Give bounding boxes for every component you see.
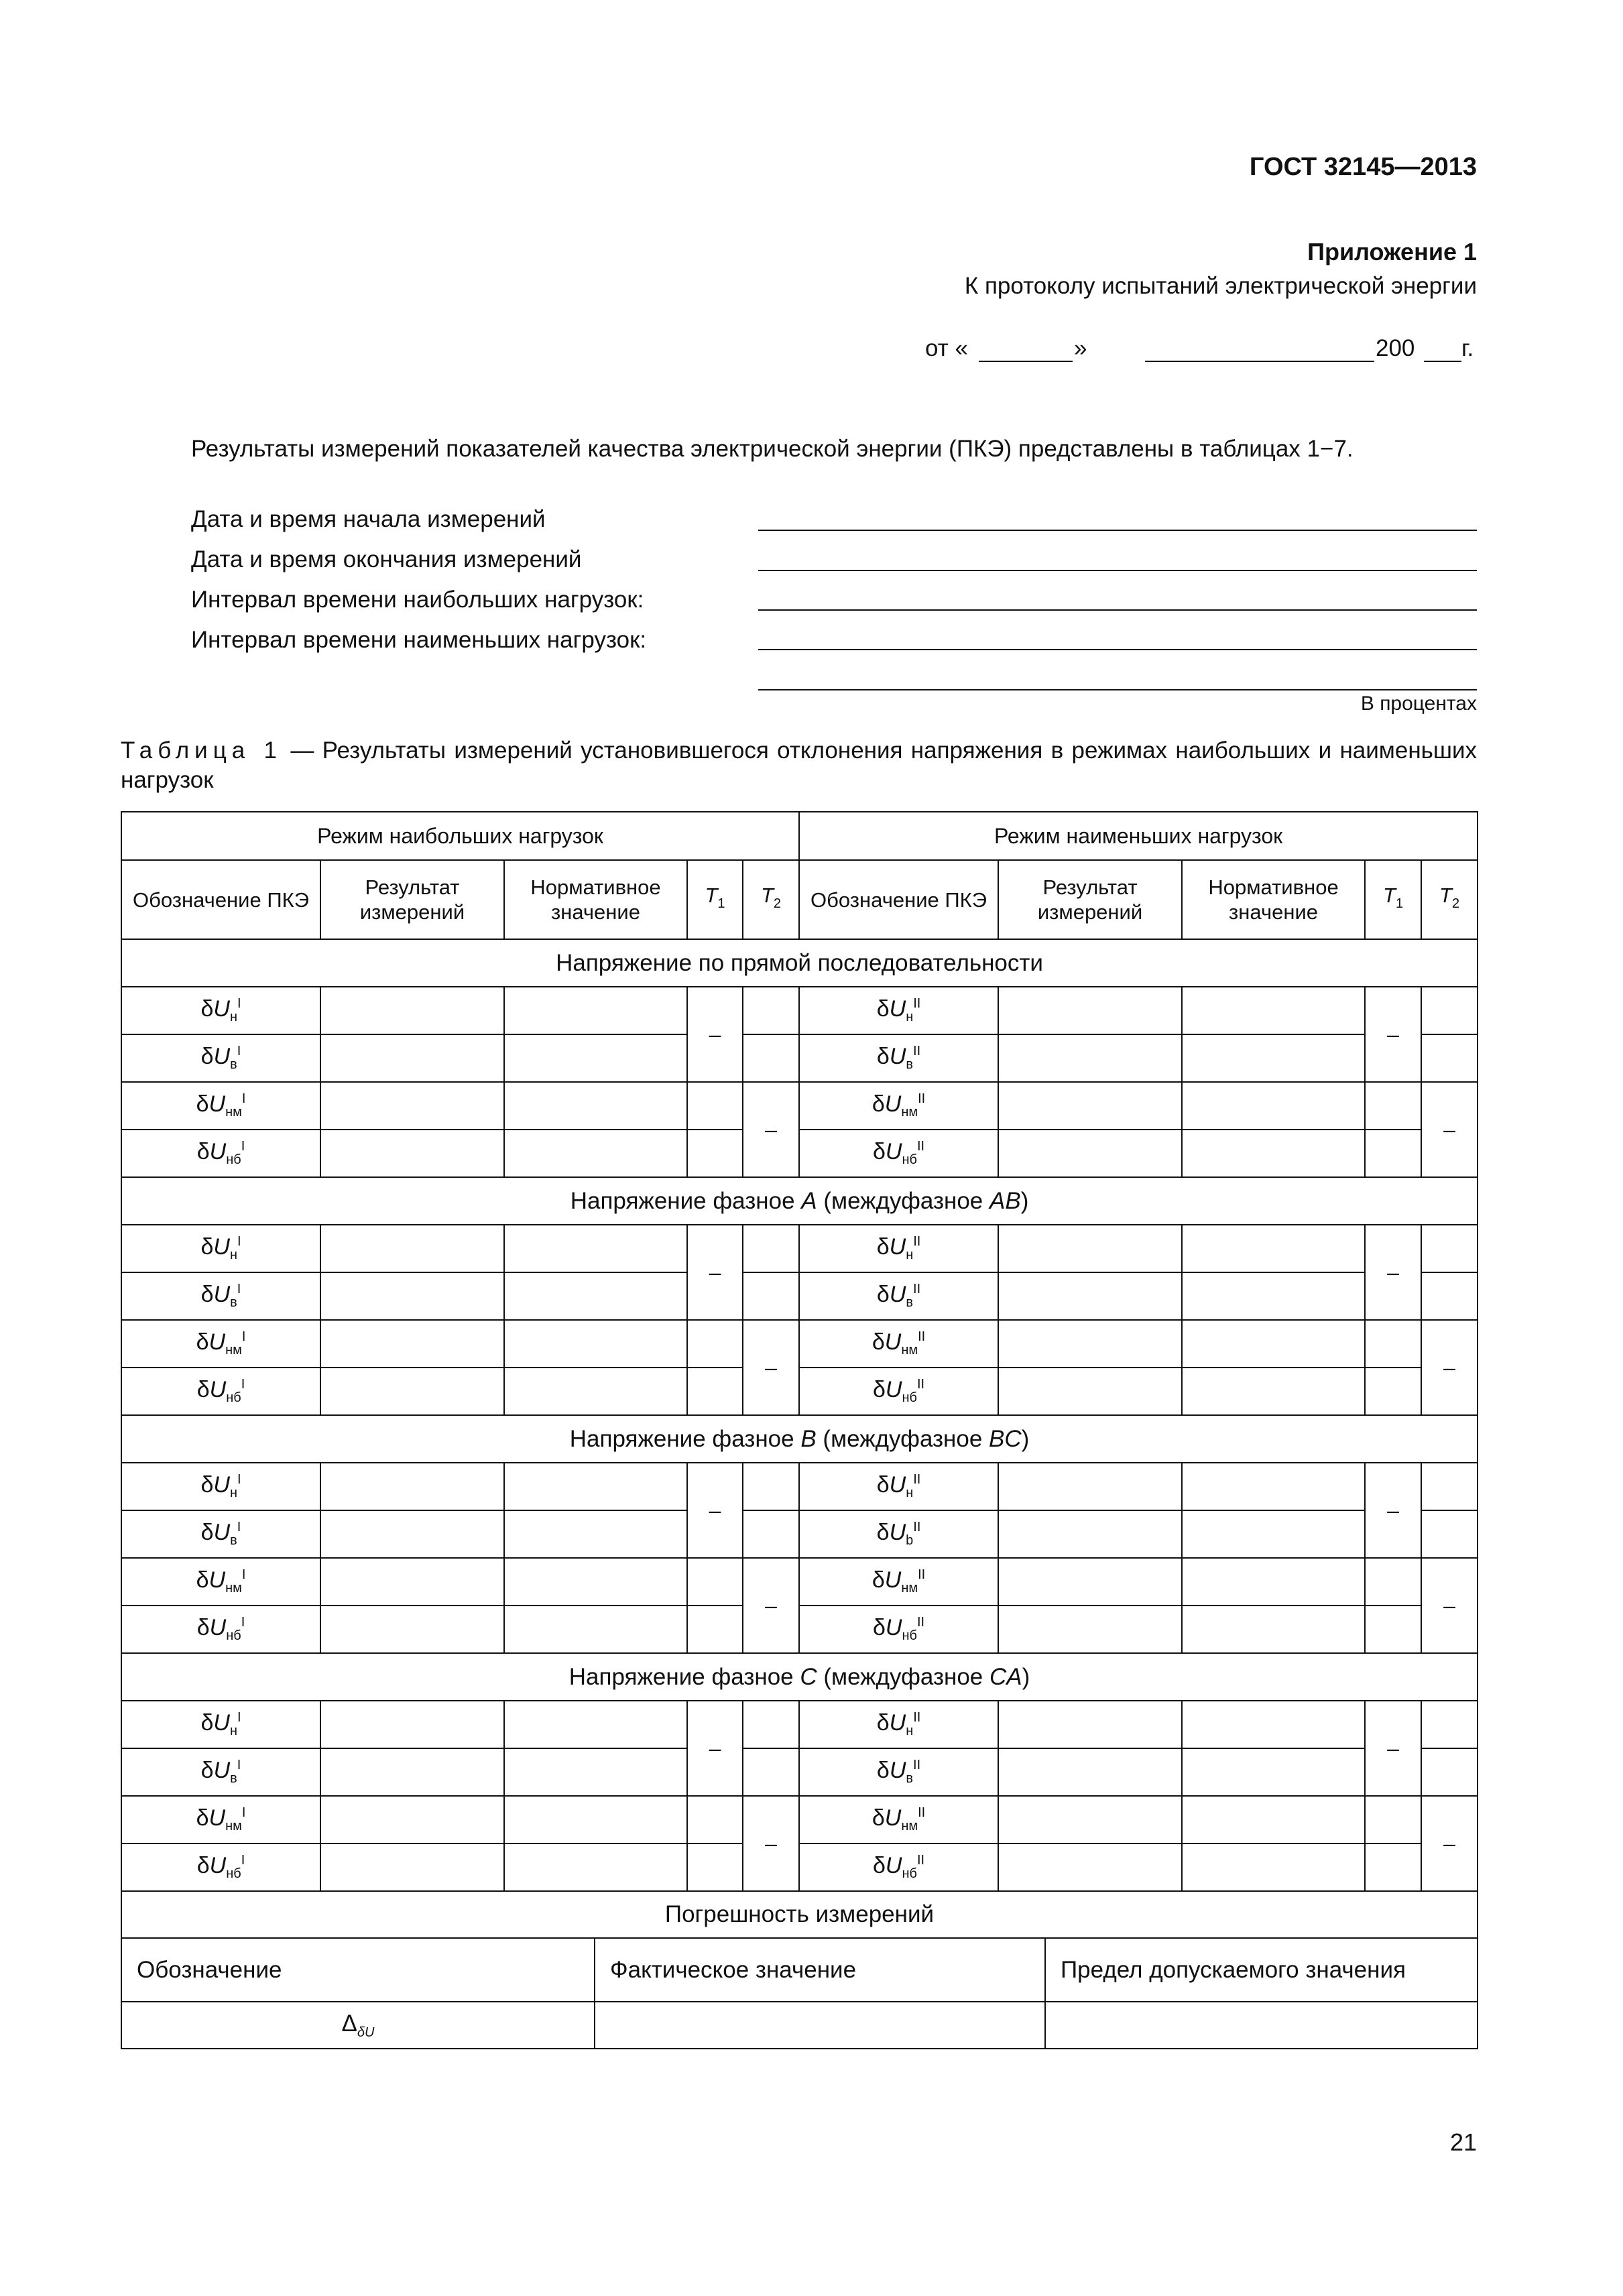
norm-left (504, 1606, 687, 1653)
t2-left (743, 1225, 799, 1272)
result-left (320, 1558, 504, 1606)
error-actual-value (595, 2002, 1045, 2049)
field-line-extra (758, 689, 1477, 690)
result-right (998, 1510, 1182, 1558)
result-left (320, 1701, 504, 1748)
col-t1-peak: $T_1$ (687, 860, 743, 939)
designation-left: $\delta U_{нб}^I$ (121, 1606, 320, 1653)
error-col-designation: Обозначение (121, 1938, 595, 2002)
designation-left: $\delta U_{нб}^I$ (121, 1844, 320, 1891)
t2-left (743, 1510, 799, 1558)
annex-title: Приложение 1 (1307, 238, 1477, 265)
designation-right: $\delta U_{нм}^{II}$ (799, 1320, 998, 1368)
result-right (998, 1606, 1182, 1653)
t1-right (1365, 1558, 1421, 1606)
t2-right (1421, 1701, 1478, 1748)
error-section-title: Погрешность измерений (121, 1891, 1478, 1938)
t2-right (1421, 1510, 1478, 1558)
error-col-limit: Предел допускаемого значения (1045, 1938, 1478, 2002)
result-right (998, 987, 1182, 1034)
t2-right (1421, 987, 1478, 1034)
section-title: Напряжение фазное C (междуфазное CA) (121, 1653, 1478, 1701)
result-left (320, 1796, 504, 1844)
field-label-min-interval: Интервал времени наименьших нагрузок: (191, 627, 647, 653)
result-right (998, 1082, 1182, 1130)
norm-right (1182, 1320, 1365, 1368)
col-t2-min: $T_2$ (1421, 860, 1478, 939)
t1-right-dash: – (1365, 1701, 1421, 1796)
designation-left: $\delta U_в^I$ (121, 1272, 320, 1320)
field-line-start (758, 530, 1477, 531)
result-right (998, 1320, 1182, 1368)
t1-left (687, 1844, 743, 1891)
units-label: В процентах (1360, 692, 1477, 715)
t2-right-dash: – (1421, 1558, 1478, 1653)
norm-right (1182, 1368, 1365, 1415)
page-number: 21 (1449, 2128, 1477, 2156)
t2-left (743, 1463, 799, 1510)
error-col-actual: Фактическое значение (595, 1938, 1045, 2002)
designation-right: $\delta U_н^{II}$ (799, 987, 998, 1034)
designation-left: $\delta U_{нм}^I$ (121, 1558, 320, 1606)
col-t1-min: $T_1$ (1365, 860, 1421, 939)
designation-right: $\delta U_{нм}^{II}$ (799, 1558, 998, 1606)
t2-left (743, 1701, 799, 1748)
t1-right (1365, 1796, 1421, 1844)
table-caption-text: — Результаты измерений установившегося отклонения напряжения в режимах наибольших и наименьших нагрузок (121, 737, 1478, 793)
norm-right (1182, 1606, 1365, 1653)
norm-right (1182, 987, 1365, 1034)
designation-left: $\delta U_в^I$ (121, 1034, 320, 1082)
result-left (320, 1034, 504, 1082)
norm-right (1182, 1082, 1365, 1130)
designation-right: $\delta U_{нб}^{II}$ (799, 1368, 998, 1415)
t1-left (687, 1796, 743, 1844)
error-limit-value (1045, 2002, 1478, 2049)
result-right (998, 1463, 1182, 1510)
result-right (998, 1034, 1182, 1082)
designation-right: $\delta U_н^{II}$ (799, 1225, 998, 1272)
designation-right: $\delta U_н^{II}$ (799, 1701, 998, 1748)
designation-right: $\delta U_н^{II}$ (799, 1463, 998, 1510)
designation-right: $\delta U_{нм}^{II}$ (799, 1082, 998, 1130)
result-left (320, 987, 504, 1034)
t1-left-dash: – (687, 1225, 743, 1320)
table-caption-prefix: Таблица 1 (121, 737, 283, 764)
t2-right-dash: – (1421, 1082, 1478, 1177)
t2-left (743, 987, 799, 1034)
designation-right: $\delta U_{нм}^{II}$ (799, 1796, 998, 1844)
t1-right (1365, 1844, 1421, 1891)
designation-left: $\delta U_в^I$ (121, 1748, 320, 1796)
norm-right (1182, 1034, 1365, 1082)
norm-right (1182, 1844, 1365, 1891)
norm-right (1182, 1558, 1365, 1606)
t1-right-dash: – (1365, 987, 1421, 1082)
col-result-peak: Результат измерений (320, 860, 504, 939)
norm-left (504, 1796, 687, 1844)
result-left (320, 1844, 504, 1891)
section-title: Напряжение фазное A (междуфазное AB) (121, 1177, 1478, 1225)
result-right (998, 1748, 1182, 1796)
t2-right (1421, 1225, 1478, 1272)
norm-left (504, 1701, 687, 1748)
date-year-suffix: г. (1461, 335, 1474, 361)
result-right (998, 1796, 1182, 1844)
document-code: ГОСТ 32145—2013 (1249, 153, 1477, 181)
date-from-label: от « (925, 335, 968, 361)
designation-left: $\delta U_н^I$ (121, 1701, 320, 1748)
designation-left: $\delta U_н^I$ (121, 987, 320, 1034)
t2-right-dash: – (1421, 1320, 1478, 1415)
norm-right (1182, 1225, 1365, 1272)
t1-left (687, 1558, 743, 1606)
norm-left (504, 1748, 687, 1796)
col-designation-min: Обозначение ПКЭ (799, 860, 998, 939)
col-norm-min: Нормативное значение (1182, 860, 1365, 939)
designation-right: $\delta U_в^{II}$ (799, 1034, 998, 1082)
t1-left-dash: – (687, 987, 743, 1082)
norm-right (1182, 1463, 1365, 1510)
designation-right: $\delta U_в^{II}$ (799, 1272, 998, 1320)
norm-left (504, 1272, 687, 1320)
t2-right-dash: – (1421, 1796, 1478, 1891)
t2-left-dash: – (743, 1320, 799, 1415)
norm-left (504, 1082, 687, 1130)
designation-left: $\delta U_{нб}^I$ (121, 1368, 320, 1415)
designation-left: $\delta U_в^I$ (121, 1510, 320, 1558)
result-right (998, 1701, 1182, 1748)
designation-left: $\delta U_{нм}^I$ (121, 1082, 320, 1130)
designation-right: $\delta U_{нб}^{II}$ (799, 1844, 998, 1891)
norm-left (504, 1225, 687, 1272)
result-left (320, 1130, 504, 1177)
deviation-table (121, 811, 1478, 1892)
t1-right-dash: – (1365, 1463, 1421, 1558)
norm-left (504, 1320, 687, 1368)
t2-right (1421, 1463, 1478, 1510)
t1-left-dash: – (687, 1463, 743, 1558)
error-symbol: Δ (341, 2010, 357, 2037)
error-symbol-cell (121, 2002, 595, 2049)
norm-left (504, 1510, 687, 1558)
result-left (320, 1748, 504, 1796)
section-title (121, 939, 1478, 987)
t1-right-dash: – (1365, 1225, 1421, 1320)
date-month-blank (1145, 361, 1374, 362)
date-year-blank (1424, 361, 1461, 362)
col-result-min: Результат измерений (998, 860, 1182, 939)
result-left (320, 1463, 504, 1510)
mode-header-min: Режим наименьших нагрузок (799, 812, 1478, 860)
t1-right (1365, 1368, 1421, 1415)
error-symbol-subscript: δU (357, 2025, 375, 2040)
t2-right (1421, 1034, 1478, 1082)
t1-right (1365, 1606, 1421, 1653)
result-right (998, 1558, 1182, 1606)
table-caption (121, 736, 1477, 795)
norm-left (504, 1463, 687, 1510)
result-right (998, 1272, 1182, 1320)
norm-left (504, 1844, 687, 1891)
date-year-prefix: 200 (1376, 335, 1415, 361)
result-left (320, 1082, 504, 1130)
t1-left-dash: – (687, 1701, 743, 1796)
norm-right (1182, 1796, 1365, 1844)
intro-text: Результаты измерений показателей качества электрической энергии (ПКЭ) представлены в таблицах 1−7. (191, 436, 1354, 462)
field-line-end (758, 570, 1477, 571)
result-right (998, 1844, 1182, 1891)
t2-left (743, 1748, 799, 1796)
result-right (998, 1130, 1182, 1177)
designation-left: $\delta U_н^I$ (121, 1225, 320, 1272)
designation-right: $\delta U_b^{II}$ (799, 1510, 998, 1558)
norm-left (504, 987, 687, 1034)
col-t2-peak: $T_2$ (743, 860, 799, 939)
norm-right (1182, 1272, 1365, 1320)
t1-left (687, 1606, 743, 1653)
t2-left-dash: – (743, 1558, 799, 1653)
t2-left (743, 1034, 799, 1082)
t1-right (1365, 1130, 1421, 1177)
result-right (998, 1225, 1182, 1272)
col-norm-peak: Нормативное значение (504, 860, 687, 939)
t1-left (687, 1368, 743, 1415)
annex-subtitle: К протоколу испытаний электрической энергии (964, 273, 1477, 299)
mode-header-peak: Режим наибольших нагрузок (121, 812, 799, 860)
field-label-start: Дата и время начала измерений (191, 506, 546, 532)
result-left (320, 1510, 504, 1558)
error-table (121, 1890, 1478, 2049)
norm-left (504, 1368, 687, 1415)
norm-left (504, 1558, 687, 1606)
t1-left (687, 1320, 743, 1368)
norm-right (1182, 1748, 1365, 1796)
col-designation-peak: Обозначение ПКЭ (121, 860, 320, 939)
t1-left (687, 1130, 743, 1177)
t2-left (743, 1272, 799, 1320)
result-left (320, 1320, 504, 1368)
designation-right: $\delta U_в^{II}$ (799, 1748, 998, 1796)
field-line-min-interval (758, 649, 1477, 650)
date-day-blank (979, 361, 1073, 362)
t2-right (1421, 1748, 1478, 1796)
protocol-date-line (925, 335, 1477, 365)
t2-left-dash: – (743, 1082, 799, 1177)
designation-left: $\delta U_{нб}^I$ (121, 1130, 320, 1177)
norm-right (1182, 1130, 1365, 1177)
designation-left: $\delta U_н^I$ (121, 1463, 320, 1510)
t1-left (687, 1082, 743, 1130)
result-left (320, 1606, 504, 1653)
norm-left (504, 1034, 687, 1082)
t2-left-dash: – (743, 1796, 799, 1891)
t1-right (1365, 1082, 1421, 1130)
norm-left (504, 1130, 687, 1177)
designation-left: $\delta U_{нм}^I$ (121, 1320, 320, 1368)
t2-right (1421, 1272, 1478, 1320)
designation-right: $\delta U_{нб}^{II}$ (799, 1606, 998, 1653)
result-left (320, 1225, 504, 1272)
norm-right (1182, 1701, 1365, 1748)
field-label-peak-interval: Интервал времени наибольших нагрузок: (191, 587, 644, 613)
result-left (320, 1272, 504, 1320)
norm-right (1182, 1510, 1365, 1558)
date-quote-close: » (1074, 335, 1087, 361)
field-line-peak-interval (758, 609, 1477, 611)
result-right (998, 1368, 1182, 1415)
t1-right (1365, 1320, 1421, 1368)
section-title-text: Напряжение по прямой последовательности (556, 949, 1043, 976)
section-title: Напряжение фазное B (междуфазное BC) (121, 1415, 1478, 1463)
designation-left: $\delta U_{нм}^I$ (121, 1796, 320, 1844)
designation-right: $\delta U_{нб}^{II}$ (799, 1130, 998, 1177)
result-left (320, 1368, 504, 1415)
field-label-end: Дата и время окончания измерений (191, 546, 582, 572)
